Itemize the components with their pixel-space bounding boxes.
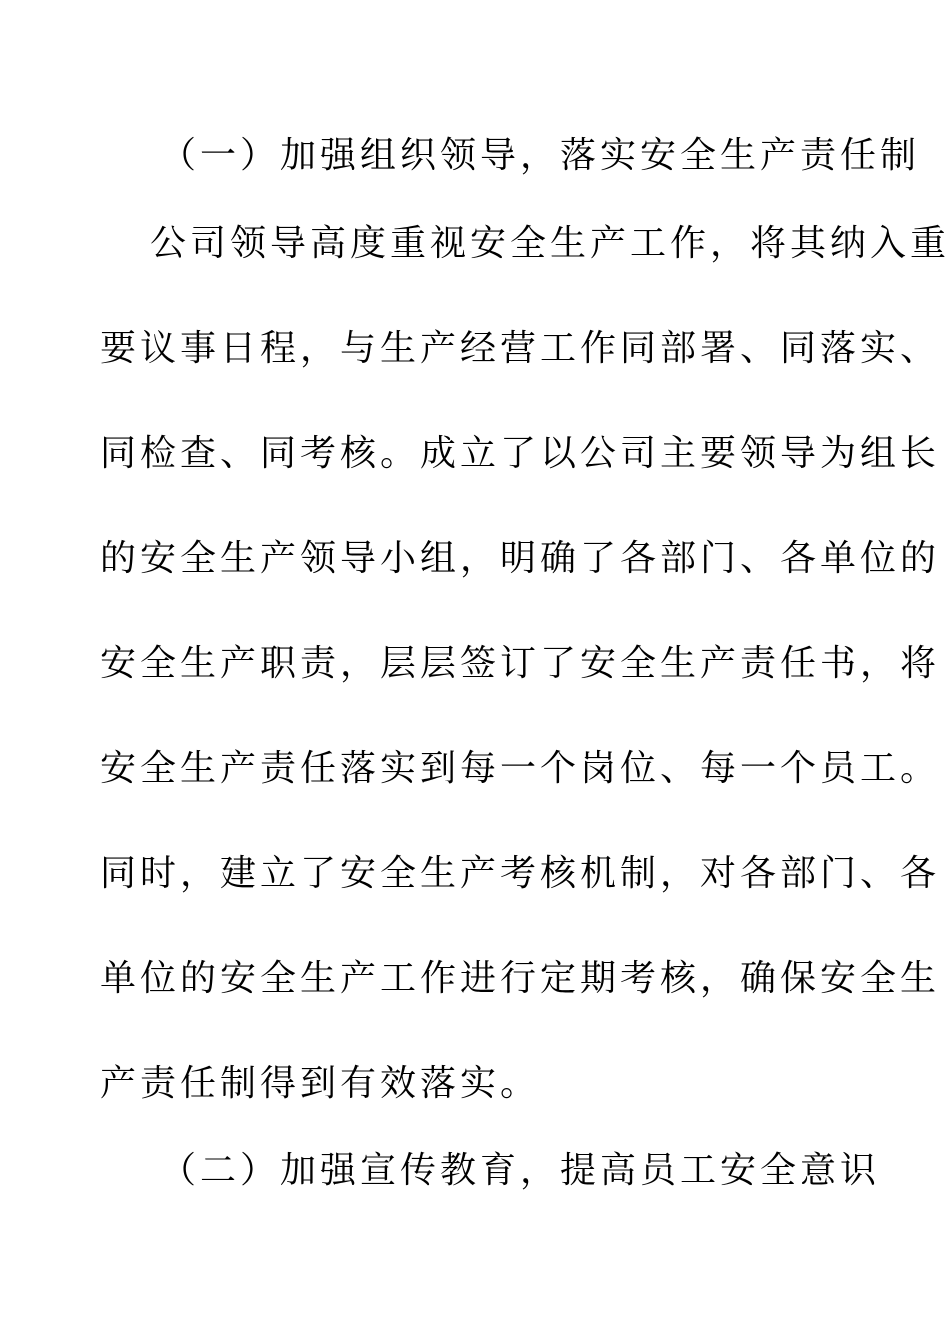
paragraph-line: 的安全生产领导小组，明确了各部门、各单位的 bbox=[100, 538, 941, 579]
paragraph-line: 要议事日程，与生产经营工作同部署、同落实、 bbox=[100, 328, 941, 369]
paragraph-line: 安全生产责任落实到每一个岗位、每一个员工。 bbox=[100, 748, 941, 789]
paragraph-line: 同检查、同考核。成立了以公司主要领导为组长 bbox=[100, 433, 941, 474]
section-heading-1: （一）加强组织领导，落实安全生产责任制 bbox=[160, 135, 921, 176]
paragraph-line: 单位的安全生产工作进行定期考核，确保安全生 bbox=[100, 958, 941, 999]
paragraph-line: 同时，建立了安全生产考核机制，对各部门、各 bbox=[100, 853, 941, 894]
paragraph-line: 公司领导高度重视安全生产工作，将其纳入重 bbox=[150, 223, 950, 264]
section-heading-2: （二）加强宣传教育，提高员工安全意识 bbox=[160, 1150, 881, 1191]
paragraph-line: 安全生产职责，层层签订了安全生产责任书，将 bbox=[100, 643, 941, 684]
paragraph-line: 产责任制得到有效落实。 bbox=[100, 1063, 541, 1104]
